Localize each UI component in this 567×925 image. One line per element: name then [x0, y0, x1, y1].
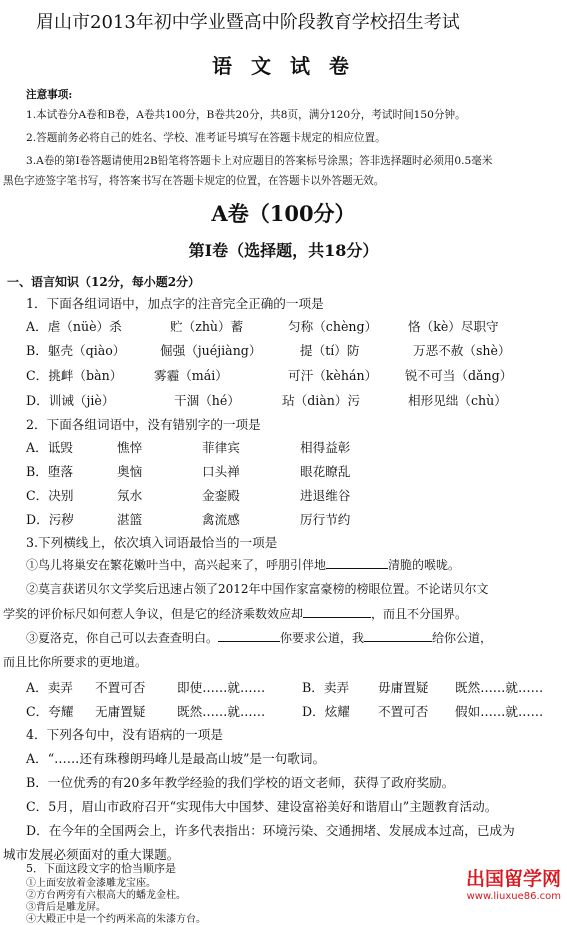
q3-option: 既然……就…… — [177, 704, 266, 719]
q1-option: 匀称（chèng） — [288, 319, 378, 334]
q5-item: ④大殿正中是一个约两米高的朱漆方台。 — [26, 914, 206, 925]
q3-sentence-1-text: ①鸟儿将巢安在繁花嫩叶当中，高兴起来了，呼朋引伴地 — [26, 558, 327, 572]
q1-stem: 1．下面各组词语中，加点字的注音完全正确的一项是 — [26, 296, 324, 311]
q2-stem: 2．下面各组词语中，没有错别字的一项是 — [26, 417, 261, 432]
paper-title: 语 文 试 卷 — [212, 54, 355, 78]
q3-sentence-3-cont: 而且比你所要求的更地道。 — [3, 655, 148, 669]
q4-option: D．在今年的全国两会上，许多代表指出：环境污染、交通拥堵、发展成本过高，已成为 — [26, 823, 515, 838]
q1-option: D．训诫（jiè） — [26, 393, 115, 408]
q3-option: 既然……就…… — [455, 680, 544, 695]
blank-line — [303, 605, 371, 618]
q2-option: 厉行节约 — [300, 512, 351, 527]
q2-option: 禽流感 — [202, 512, 240, 527]
q3-stem: 3.下列横线上，依次填入词语最恰当的一项是 — [26, 535, 278, 550]
q1-option: C．挑衅（bàn） — [26, 368, 123, 383]
q5-item: ①上面安放着金漆雕龙宝座。 — [26, 878, 156, 889]
q1-option: 相形见绌（chù） — [408, 393, 507, 408]
q3-sentence-1-text: 清脆的喉咙。 — [388, 558, 461, 572]
q1-option: 锐不可当（dǎng） — [405, 368, 513, 383]
q2-option: B．堕落 — [26, 464, 74, 479]
q3-sentence-3-text: 给你公道， — [432, 631, 493, 645]
notice-item: 黑色字迹签字笔书写，将答案书写在答题卡规定的位置，在答题卡以外答题无效。 — [3, 175, 385, 187]
q1-option: 恪（kè）尽职守 — [408, 319, 499, 334]
q3-option: 不置可否 — [95, 680, 146, 695]
q5-item: ③背后是雕龙屏。 — [26, 902, 106, 913]
watermark-url: www.liuxue86.com — [466, 891, 561, 902]
q4-option: C．5月，眉山市政府召开“实现伟大中国梦、建设富裕美好和谐眉山”主题教育活动。 — [26, 799, 498, 814]
q5-item: ②方台两旁有六根高大的蟠龙金柱。 — [26, 890, 186, 901]
q1-option: A．虐（nüè）杀 — [26, 319, 122, 334]
q1-option: B．躯壳（qiào） — [26, 343, 126, 358]
q2-option: 口头禅 — [202, 464, 240, 479]
notice-item: 2.答题前务必将自己的姓名、学校、准考证号填写在答题卡规定的相应位置。 — [26, 132, 386, 144]
q3-sentence-3-text: 你要求公道，我 — [280, 631, 365, 645]
q3-option: 假如……就…… — [455, 704, 544, 719]
q1-option: 贮（zhù）蓄 — [170, 319, 244, 334]
notice-title: 注意事项: — [26, 89, 73, 101]
watermark-brand: 出国留学网 — [465, 868, 561, 890]
q3-sentence-3 — [26, 629, 492, 646]
q3-option: 毋庸置疑 — [378, 680, 429, 695]
q3-option: B．卖弄 — [302, 680, 350, 695]
notice-item: 3.A卷的第Ⅰ卷答题请使用2B铅笔将答题卡上对应题目的答案标号涂黑；答非选择题时必须用0.5毫米 — [26, 155, 493, 167]
section-a-title: A卷（100分） — [211, 201, 356, 226]
q5-stem: 5．下面这段文字的恰当顺序是 — [26, 862, 176, 875]
q3-sentence-2-text: ，而且不分国界。 — [371, 607, 468, 621]
q3-sentence-2: ②莫言获诺贝尔文学奖后迅速占领了2012年中国作家富豪榜的榜眼位置。不论诺贝尔文 — [26, 582, 489, 596]
q3-option: 无庸置疑 — [95, 704, 146, 719]
q3-sentence-2-cont — [3, 605, 467, 622]
watermark-logo — [464, 868, 563, 904]
exam-title: 眉山市2013年初中学业暨高中阶段教育学校招生考试 — [36, 12, 460, 33]
q1-option: 倔强（juéjiàng） — [160, 343, 262, 358]
q3-sentence-1 — [26, 556, 460, 573]
group-title: 一、语言知识（12分，每小题2分） — [7, 275, 201, 289]
q3-option: C．夸耀 — [26, 704, 74, 719]
q1-option: 雾霾（mái） — [154, 368, 228, 383]
notice-item: 1.本试卷分A卷和B卷，A卷共100分，B卷共20分，共8页，满分120分，考试时间150分钟。 — [26, 109, 466, 121]
q1-option: 干涸（hé） — [174, 393, 240, 408]
q2-option: 湛篮 — [117, 512, 143, 527]
q4-option-cont: 城市发展必须面对的重大课题。 — [3, 847, 180, 862]
q2-option: 相得益彰 — [300, 440, 351, 455]
q3-option: 即使……就…… — [177, 680, 266, 695]
q2-option: C．决别 — [26, 488, 74, 503]
q1-option: 可汗（kèhán） — [288, 368, 378, 383]
q2-option: 氖水 — [117, 488, 143, 503]
blank-line — [326, 556, 388, 569]
q2-option: 憔悴 — [117, 440, 143, 455]
q2-option: 进退维谷 — [300, 488, 351, 503]
q3-option: A．卖弄 — [26, 680, 73, 695]
q2-option: A．诋毁 — [26, 440, 73, 455]
q2-option: D．污秽 — [26, 512, 74, 527]
q1-option: 万恶不赦（shè） — [413, 343, 511, 358]
q1-option: 玷（diàn）污 — [282, 393, 361, 408]
q1-option: 提（tí）防 — [300, 343, 360, 358]
q4-stem: 4．下列各句中，没有语病的一项是 — [26, 727, 223, 742]
q3-option: 不置可否 — [378, 704, 429, 719]
q2-option: 金銮殿 — [202, 488, 240, 503]
q2-option: 眼花瞭乱 — [300, 464, 351, 479]
blank-line — [364, 629, 432, 642]
q4-option: A．“……还有珠穆朗玛峰儿是最高山坡”是一句歌词。 — [26, 751, 326, 766]
q4-option: B．一位优秀的有20多年教学经验的我们学校的语文老师，获得了政府奖励。 — [26, 775, 455, 790]
part1-title: 第Ⅰ卷（选择题，共18分） — [188, 241, 379, 260]
q2-option: 菲律宾 — [202, 440, 240, 455]
q3-sentence-3-text: ③夏洛克，你自己可以去查查明白。 — [26, 631, 219, 645]
q3-sentence-2-text: 学奖的评价标尺如何惹人争议，但是它的经济乘数效应却 — [3, 607, 304, 621]
q2-option: 奥恼 — [117, 464, 143, 479]
q3-option: D．炫耀 — [302, 704, 350, 719]
blank-line — [218, 629, 280, 642]
